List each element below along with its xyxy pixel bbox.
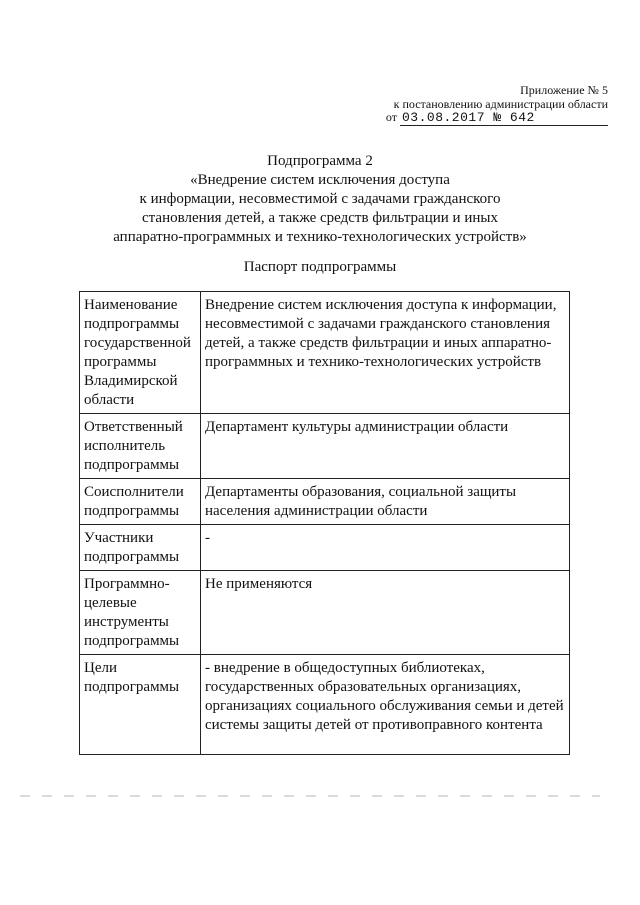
row-value: Внедрение систем исключения доступа к информации, несовместимой с задачами гражданского становления детей, а также средств фильтрации и иных аппаратно-программных и технико-технологических устройств — [201, 292, 570, 414]
title-line-4: становления детей, а также средств фильтрации и иных — [142, 210, 498, 226]
title-line-2: «Внедрение систем исключения доступа — [190, 172, 450, 188]
row-value: Департамент культуры администрации области — [201, 414, 570, 479]
subprogram-title — [0, 152, 640, 247]
table-row — [80, 655, 570, 755]
title-line-3: к информации, несовместимой с задачами гражданского — [139, 191, 501, 207]
table-row — [80, 525, 570, 571]
table-row — [80, 479, 570, 525]
row-label: Наименование подпрограммы государственной программы Владимирской области — [80, 292, 201, 414]
row-value: - внедрение в общедоступных библиотеках, государственных образовательных организациях, организациях социального обслуживания семьи и детей системы защиты детей от противоправного контента — [201, 655, 570, 755]
row-label: Ответственный исполнитель подпрограммы — [80, 414, 201, 479]
row-label: Цели подпрограммы — [80, 655, 201, 755]
date-prefix: от — [385, 110, 397, 124]
row-value: Не применяются — [201, 571, 570, 655]
row-value: Департаменты образования, социальной защиты населения администрации области — [201, 479, 570, 525]
table-row — [80, 292, 570, 414]
resolution-date-line — [386, 110, 608, 126]
passport-title: Паспорт подпрограммы — [243, 259, 397, 275]
title-line-1: Подпрограмма 2 — [267, 153, 373, 169]
row-label: Участники подпрограммы — [80, 525, 201, 571]
table-row — [80, 571, 570, 655]
title-line-5: аппаратно-программных и технико-технологических устройств» — [113, 229, 527, 245]
resolution-reference: к постановлению администрации области — [393, 97, 608, 111]
row-value: - — [201, 525, 570, 571]
scan-artifact-line — [20, 795, 600, 797]
date-number-stamp: 03.08.2017 № 642 — [400, 111, 608, 126]
row-label: Соисполнители подпрограммы — [80, 479, 201, 525]
row-label: Программно-целевые инструменты подпрограммы — [80, 571, 201, 655]
passport-table — [79, 291, 570, 755]
appendix-number: Приложение № 5 — [520, 83, 608, 97]
table-row — [80, 414, 570, 479]
